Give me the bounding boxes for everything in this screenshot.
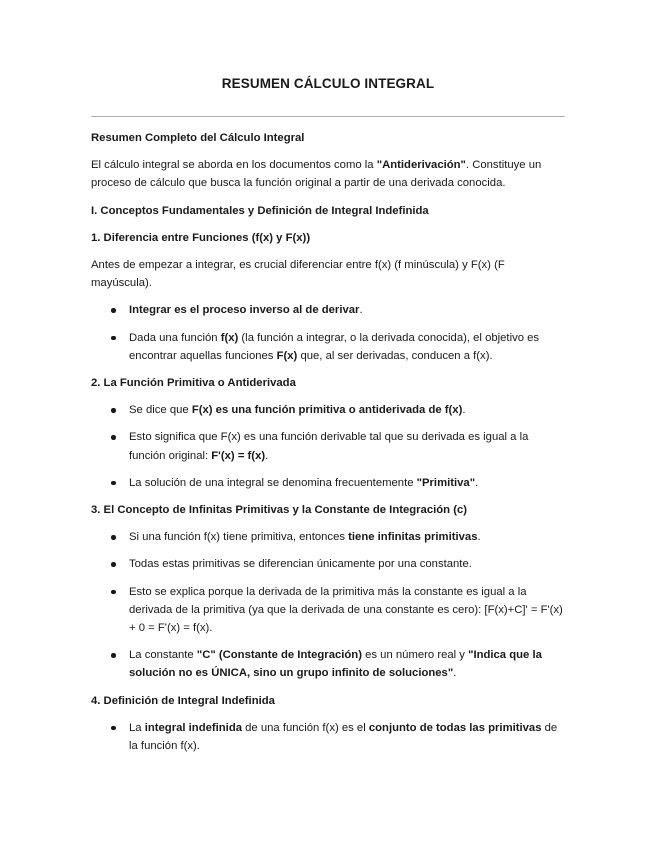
bullet-icon <box>111 481 116 486</box>
intro-paragraph: El cálculo integral se aborda en los documentos como la "Antiderivación". Constituye un proceso de cálculo que busca la función original a partir de una derivada conocida. <box>91 159 542 190</box>
document-body <box>91 129 565 764</box>
list-item: Esto significa que F(x) es una función derivable tal que su derivada es igual a la función original: F'(x) = f(x). <box>91 428 565 464</box>
bullet-icon <box>111 653 116 658</box>
list-item: La integral indefinida de una función f(x) es el conjunto de todas las primitivas de la función f(x). <box>91 719 565 755</box>
list-item: La constante "C" (Constante de Integración) es un número real y "Indica que la solución no es ÚNICA, sino un grupo infinito de soluciones". <box>91 646 565 682</box>
subsection-2-list <box>91 401 565 492</box>
bullet-icon <box>111 590 116 595</box>
subsection-heading-1: 1. Diferencia entre Funciones (f(x) y F(x)) <box>91 231 311 244</box>
bullet-icon <box>111 562 116 567</box>
bullet-icon <box>111 435 116 440</box>
subsection-heading-3: 3. El Concepto de Infinitas Primitivas y la Constante de Integración (c) <box>91 504 468 517</box>
list-item: Se dice que F(x) es una función primitiva o antiderivada de f(x). <box>91 401 565 419</box>
list-item: Todas estas primitivas se diferencian únicamente por una constante. <box>91 555 565 573</box>
main-heading: Resumen Completo del Cálculo Integral <box>91 132 305 144</box>
document-title: RESUMEN CÁLCULO INTEGRAL <box>221 76 435 91</box>
subsection-1-paragraph: Antes de empezar a integrar, es crucial diferenciar entre f(x) (f minúscula) y F(x) (F mayúscula). <box>91 259 505 290</box>
bullet-icon <box>111 308 116 313</box>
bullet-icon <box>111 336 116 341</box>
subsection-heading-4: 4. Definición de Integral Indefinida <box>91 694 275 707</box>
section-heading: I. Conceptos Fundamentales y Definición de Integral Indefinida <box>91 204 429 217</box>
subsection-4-list <box>91 719 565 755</box>
subsection-heading-2: 2. La Función Primitiva o Antiderivada <box>91 377 296 390</box>
subsection-3-list <box>91 528 565 682</box>
bullet-icon <box>111 726 116 731</box>
title-divider <box>91 116 565 117</box>
bullet-icon <box>111 535 116 540</box>
list-item: La solución de una integral se denomina frecuentemente "Primitiva". <box>91 474 565 492</box>
list-item: Dada una función f(x) (la función a integrar, o la derivada conocida), el objetivo es encontrar aquellas funciones F(x) que, al ser derivadas, conducen a f(x). <box>91 329 565 365</box>
list-item: Si una función f(x) tiene primitiva, entonces tiene infinitas primitivas. <box>91 528 565 546</box>
list-item: Esto se explica porque la derivada de la primitiva más la constante es igual a la derivada de la primitiva (ya que la derivada de una constante es cero): [F(x)+C]' = F'(x) + 0 = F'(x) = f(x). <box>91 583 565 638</box>
list-item: Integrar es el proceso inverso al de derivar. <box>91 301 565 319</box>
subsection-1-list <box>91 301 565 365</box>
bullet-icon <box>111 408 116 413</box>
